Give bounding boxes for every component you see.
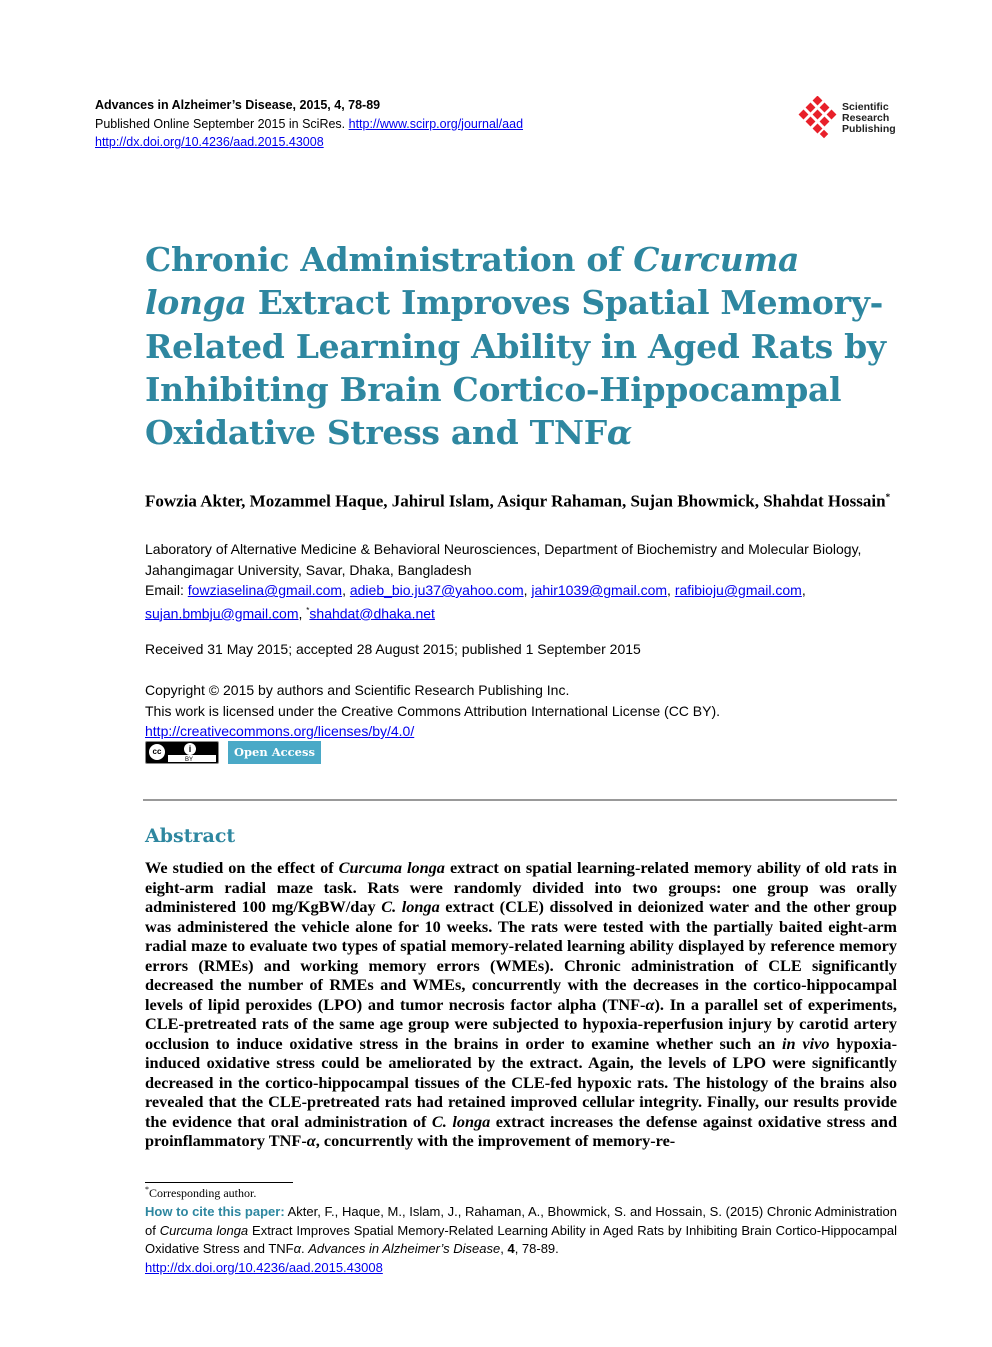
- journal-citation-line: Advances in Alzheimer’s Disease, 2015, 4, 78-89: [95, 98, 381, 112]
- citation-text: .: [301, 1241, 309, 1256]
- logo-text: [842, 102, 896, 135]
- affiliation: [145, 539, 905, 624]
- abstract-body: [145, 858, 897, 1173]
- citation-alpha: α: [293, 1241, 302, 1256]
- citation-italic: Curcuma longa: [159, 1222, 249, 1238]
- abstract-italic: in vivo: [782, 1033, 830, 1053]
- attribution-person-icon: i: [184, 743, 196, 755]
- logo-line: Research: [842, 111, 890, 124]
- email-link[interactable]: rafibioju@gmail.com: [674, 582, 802, 598]
- citation-text: ,: [500, 1241, 508, 1256]
- by-label: BY: [185, 757, 194, 763]
- abstract-italic: C. longa: [431, 1111, 491, 1131]
- diamond-logo-icon: [798, 96, 838, 140]
- title-alpha: α: [606, 413, 632, 453]
- citation-label: How to cite this paper:: [145, 1204, 285, 1219]
- affiliation-text: Laboratory of Alternative Medicine & Behavioral Neurosciences, Department of Biochemistry and Molecular Biology, Jahangimagar University, Savar, Dhaka, Bangladesh: [145, 541, 862, 578]
- section-divider: [143, 799, 897, 801]
- email-line: Email: fowziaselina@gmail.com, adieb_bio.ju37@yahoo.com, jahir1039@gmail.com, rafibioju@gmail.com, sujan.bmbju@gmail.com, *shahdat@dhaka.net: [145, 582, 806, 622]
- email-label: Email:: [145, 582, 188, 598]
- journal-link[interactable]: http://www.scirp.org/journal/aad: [348, 116, 524, 131]
- abstract-text: , concurrently with the improvement of memory-re-: [315, 1131, 676, 1150]
- corresponding-mark: *: [306, 605, 310, 615]
- footnote-text: Corresponding author.: [149, 1186, 257, 1200]
- license-badges: [145, 741, 321, 764]
- abstract-heading: Abstract: [145, 825, 236, 847]
- citation-volume: 4: [507, 1241, 515, 1256]
- abstract-text: extract increases the defense against oxidative stress and proinflammatory TNF-: [145, 1111, 897, 1150]
- copyright-line: Copyright © 2015 by authors and Scientific Research Publishing Inc.: [145, 682, 570, 698]
- license-line: This work is licensed under the Creative Commons Attribution International License (CC BY).: [145, 702, 721, 719]
- abstract-text: ). In a parallel set of experiments, CLE-pretreated rats of the same age group were subjected to hypoxia-reperfusion injury by carotid artery occlusion to induce oxidative stress in the brains in order to examine whether such an: [145, 994, 897, 1053]
- cc-by-badge[interactable]: [145, 741, 219, 764]
- citation-doi-link[interactable]: http://dx.doi.org/10.4236/aad.2015.43008: [145, 1259, 383, 1275]
- copyright-block: [145, 680, 720, 742]
- license-link[interactable]: http://creativecommons.org/licenses/by/4.0/: [145, 723, 415, 739]
- abstract-italic: Curcuma longa: [338, 858, 445, 877]
- logo-line: Scientific: [842, 100, 889, 113]
- doi-link[interactable]: http://dx.doi.org/10.4236/aad.2015.43008: [95, 135, 324, 149]
- citation-text: Extract Improves Spatial Memory-Related Learning Ability in Aged Rats by Inhibiting Brain Cortico-Hippocampal Oxidative Stress and TNF: [145, 1222, 897, 1256]
- title-italic: Curcuma longa: [145, 240, 800, 323]
- citation-journal: Advances in Alzheimer’s Disease: [308, 1241, 501, 1256]
- email-link[interactable]: adieb_bio.ju37@yahoo.com: [349, 582, 524, 598]
- authors: Fowzia Akter, Mozammel Haque, Jahirul Islam, Asiqur Rahaman, Sujan Bhowmick, Shahdat Hossain: [145, 491, 886, 511]
- citation-block: [145, 1203, 897, 1277]
- abstract-text: We studied on the effect of: [145, 858, 339, 877]
- cc-icon: cc: [149, 744, 165, 760]
- paper-title: [145, 238, 905, 454]
- published-text: Published Online September 2015 in SciRes.: [95, 116, 349, 131]
- citation-pages: , 78-89.: [514, 1241, 559, 1256]
- abstract-text: extract on spatial learning-related memory ability of old rats in eight-arm radial maze task. Rats were randomly divided into two groups: one group was orally administered 100 mg/KgBW/day: [145, 858, 897, 916]
- author-list: [145, 486, 905, 513]
- abstract-italic: C. longa: [381, 897, 440, 916]
- email-link[interactable]: jahir1039@gmail.com: [531, 582, 668, 598]
- citation-text: Akter, F., Haque, M., Islam, J., Rahaman, A., Bhowmick, S. and Hossain, S. (2015) Chronic Administration of: [145, 1204, 897, 1238]
- title-text: Chronic Administration of: [145, 240, 634, 279]
- abstract-text: hypoxia-induced oxidative stress could be ameliorated by the extract. Again, the levels of LPO were significantly decreased in the cortico-hippocampal tissues of the CLE-fed hypoxic rats. The histology of the brains also revealed that the CLE-pretreated rats had retained improved cellular integrity. Finally, our results provide the evidence that oral administration of: [145, 1033, 897, 1131]
- footnote-mark: *: [145, 1185, 149, 1194]
- corresponding-mark: *: [885, 492, 891, 502]
- logo-line: Publishing: [842, 122, 896, 135]
- title-text: Extract Improves Spatial Memory-Related Learning Ability in Aged Rats by Inhibiting Brain Cortico-Hippocampal Oxidative Stress and TNF: [145, 283, 886, 453]
- open-access-badge[interactable]: Open Access: [228, 741, 321, 764]
- journal-header: [95, 96, 523, 152]
- abstract-italic: α: [645, 994, 655, 1014]
- email-link[interactable]: shahdat@dhaka.net: [309, 605, 435, 622]
- footnote: [145, 1185, 256, 1201]
- publisher-logo: [798, 96, 896, 140]
- dates-line: Received 31 May 2015; accepted 28 August 2015; published 1 September 2015: [145, 641, 641, 657]
- email-link[interactable]: fowziaselina@gmail.com: [187, 582, 343, 598]
- footnote-divider: [145, 1182, 293, 1183]
- abstract-text: extract (CLE) dissolved in deionized water and the other group was administered the vehicle alone for 10 weeks. The rats were tested with the partially baited eight-arm radial maze to evaluate two types of spatial memory-related learning ability displayed by reference memory errors (RMEs) and working memory errors (WMEs). Chronic administration of CLE significantly decreased the number of RMEs and WMEs, concurrently with the decreases in the cortico-hippocampal levels of lipid peroxides (LPO) and tumor necrosis factor alpha (TNF-: [145, 897, 897, 1014]
- email-link[interactable]: sujan.bmbju@gmail.com: [145, 605, 299, 622]
- abstract-italic: α: [306, 1131, 316, 1150]
